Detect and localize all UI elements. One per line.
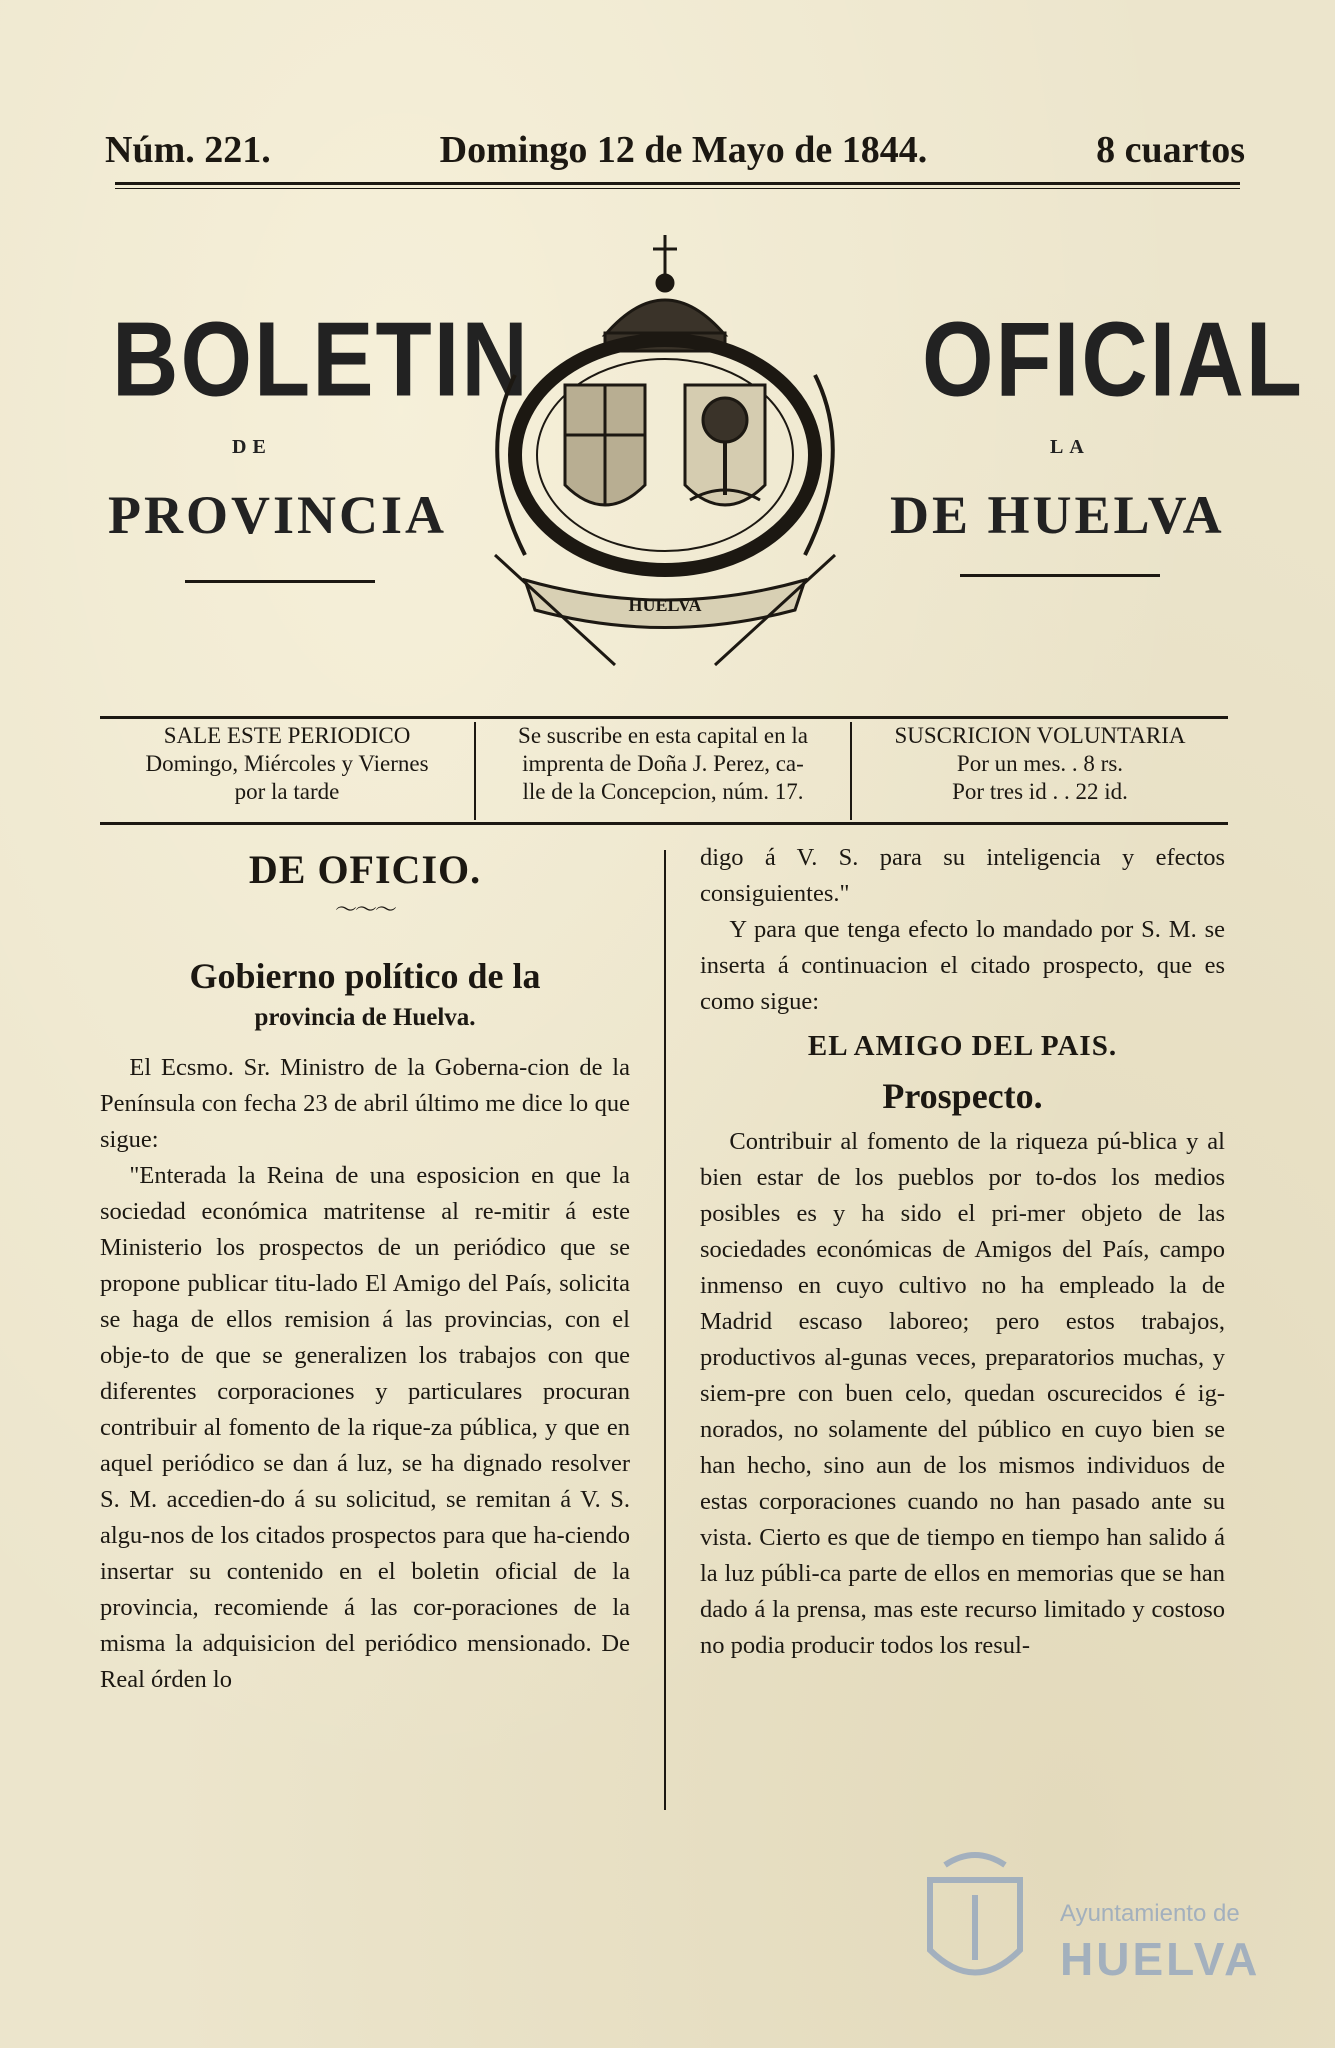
- prospect-subtitle: Prospecto.: [882, 1076, 1043, 1116]
- masthead-provincia: PROVINCIA: [108, 485, 448, 545]
- masthead-rule-right: [960, 574, 1160, 577]
- archive-watermark: [920, 1840, 1270, 2030]
- header-line: [105, 128, 1245, 178]
- watermark-line1: Ayuntamiento de: [1060, 1900, 1240, 1927]
- info-line: Domingo, Miércoles y Viernes: [145, 751, 429, 776]
- paragraph: El Ecsmo. Sr. Ministro de la Goberna-cion de la Península con fecha 23 de abril último me dice lo que sigue:: [100, 1054, 630, 1153]
- left-column: [100, 840, 630, 1698]
- watermark-line2: HUELVA: [1060, 1933, 1261, 1985]
- ornament-divider: ～～～: [334, 897, 395, 922]
- city-shield-icon: [920, 1850, 1030, 2000]
- info-publication-days: [100, 722, 474, 820]
- info-rule-top: [100, 716, 1228, 719]
- info-line: lle de la Concepcion, núm. 17.: [522, 779, 804, 804]
- paragraph: "Enterada la Reina de una esposicion en que la sociedad económica matritense al re-mitir á este Ministerio los prospectos de un periódico que se propone publicar titu-lado El Amigo del País, solicita se haga de ellos remision á las provincias, con el obje-to de que se generalizen los trabajos con que diferentes corporaciones y particulares procuran contribuir al fomento de la rique-za pública, y que en aquel periódico se dan á luz, se ha dignado resolver S. M. accedien-do á su solicitud, se remitan á V. S. algu-nos de los citados prospectos para que ha-ciendo insertar su contenido en el boletin oficial de la provincia, recomiende á las cor-poraciones de la misma la adquisicion del periódico mensionado. De Real órden lo: [100, 1162, 630, 1693]
- masthead-oficial: OFICIAL: [922, 301, 1304, 419]
- info-subscription-place: [474, 722, 852, 820]
- info-line: SUSCRICION VOLUNTARIA: [894, 723, 1186, 748]
- masthead-de: DE: [232, 436, 272, 458]
- masthead-boletin: BOLETIN: [112, 301, 530, 419]
- header-rule: [115, 182, 1240, 185]
- masthead-rule-left: [185, 580, 375, 583]
- info-line: Por tres id . . 22 id.: [952, 779, 1128, 804]
- section-title: DE OFICIO.: [248, 847, 482, 892]
- article-heading: Gobierno político de la: [189, 956, 541, 996]
- masthead-la: LA: [1050, 436, 1090, 458]
- issue-number: Núm. 221.: [105, 129, 271, 171]
- info-line: Se suscribe en esta capital en la: [518, 723, 808, 748]
- issue-date: Domingo 12 de Mayo de 1844.: [439, 129, 928, 171]
- column-divider: [664, 850, 666, 1810]
- right-column: [700, 840, 1225, 1664]
- crest-ribbon-text: HUELVA: [628, 595, 702, 615]
- paragraph: Y para que tenga efecto lo mandado por S. M. se inserta á continuacion el citado prospecto, que es como sigue:: [700, 916, 1225, 1015]
- info-subscription-price: [852, 722, 1228, 820]
- info-rule-bottom: [100, 822, 1228, 825]
- info-line: por la tarde: [234, 779, 340, 804]
- info-line: Por un mes. . 8 rs.: [956, 751, 1124, 776]
- issue-price: 8 cuartos: [1096, 129, 1245, 171]
- paragraph: Contribuir al fomento de la riqueza pú-blica y al bien estar de los pueblos por to-dos los medios posibles es y ha sido el pri-mer objeto de las sociedades económicas de Amigos del País, campo inmenso en cuyo cultivo no ha empleado la de Madrid escaso laboreo; pero estos trabajos, productivos al-gunas veces, preparatorios muchas, y siem-pre con buen celo, quedan oscurecidos é ig-norados, no solamente del público en cuyo bien se han hecho, sino aun de los mismos individuos de estas corporaciones cuando no han pasado ante su vista. Cierto es que de tiempo en tiempo han salido á la luz públi-ca parte de ellos en memorias que se han dado á la prensa, mas este recurso limitado y costoso no podia producir todos los resul-: [700, 1128, 1225, 1659]
- info-line: SALE ESTE PERIODICO: [163, 723, 411, 748]
- article-subheading: provincia de Huelva.: [254, 1004, 476, 1031]
- masthead-de-huelva: DE HUELVA: [890, 485, 1225, 545]
- prospect-title: EL AMIGO DEL PAIS.: [807, 1030, 1118, 1062]
- header-rule-thin: [115, 188, 1240, 189]
- info-line: imprenta de Doña J. Perez, ca-: [522, 751, 804, 776]
- coat-of-arms-icon: [455, 225, 875, 675]
- paragraph: digo á V. S. para su inteligencia y efectos consiguientes.": [700, 844, 1225, 907]
- subscription-info: [100, 722, 1228, 820]
